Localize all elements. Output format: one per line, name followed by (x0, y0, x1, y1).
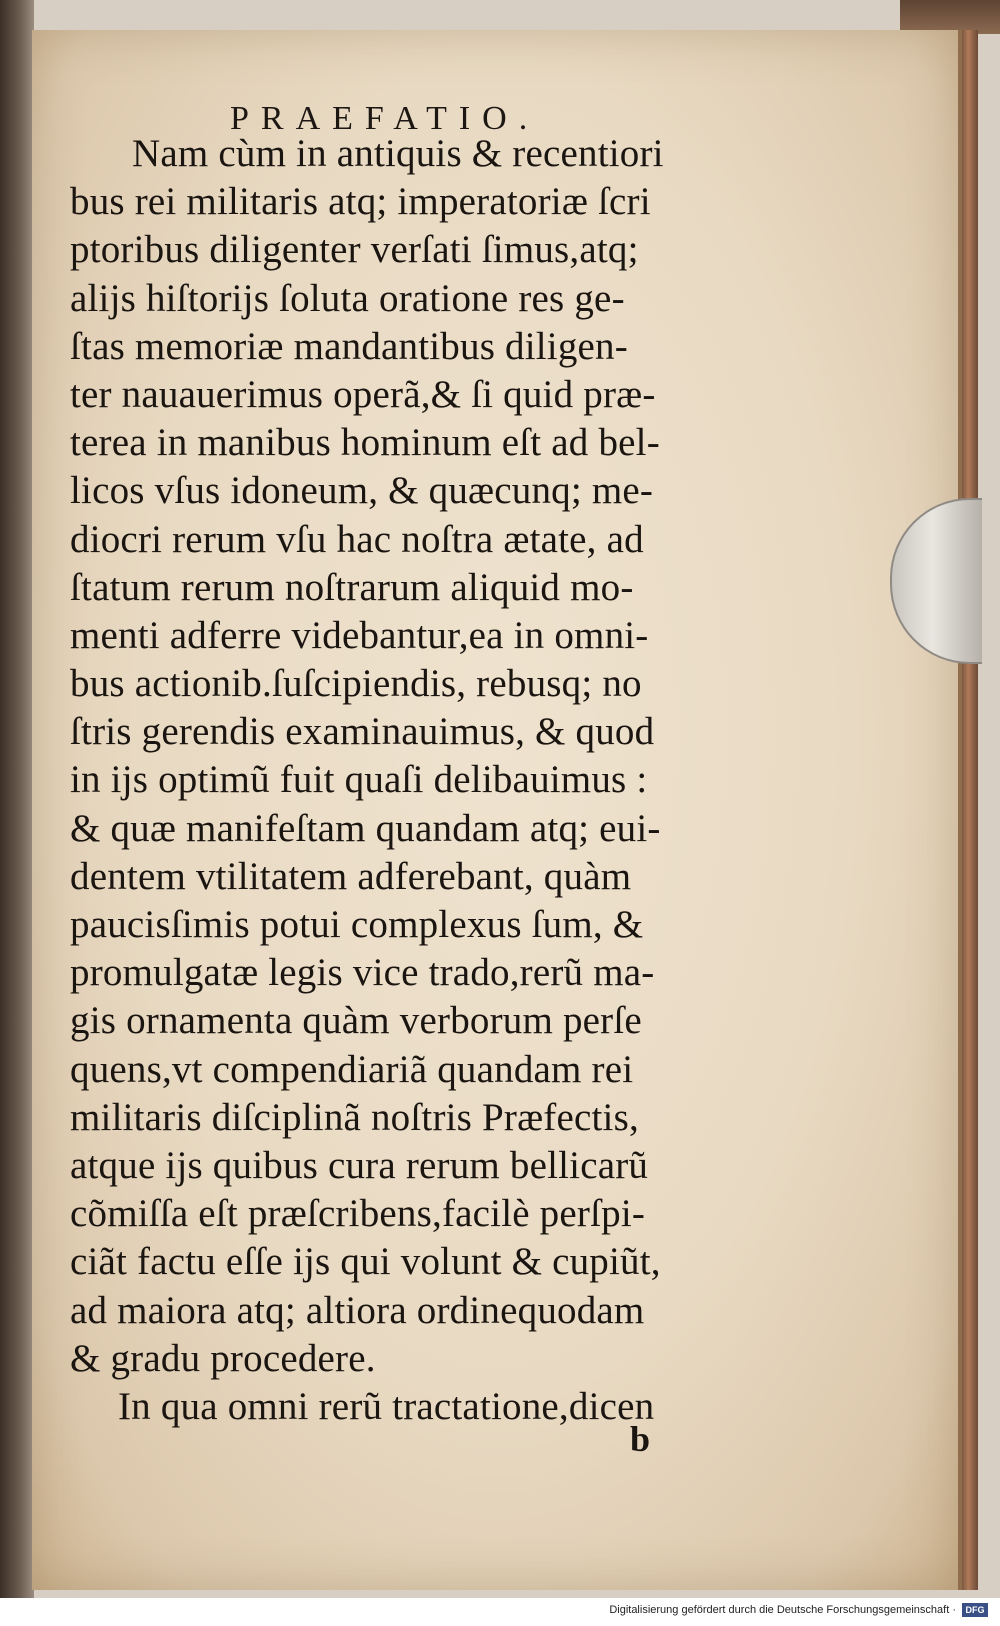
text-line: militaris diſciplinã noſtris Præfectis, (70, 1095, 639, 1139)
text-line: bus rei militaris atq; imperatoriæ ſcri (70, 180, 651, 224)
text-line: dentem vtilitatem adferebant, quàm (70, 854, 632, 898)
dfg-logo: DFG (962, 1603, 988, 1617)
text-line: ſtris gerendis examinauimus, & quod (70, 710, 655, 754)
text-line: bus actionib.ſuſcipiendis, rebusq; no (70, 662, 642, 706)
text-line: menti adferre videbantur,ea in omni- (70, 613, 649, 657)
text-line: & quæ manifeſtam quandam atq; eui- (70, 806, 661, 850)
text-line: ciãt factu eſſe ijs qui volunt & cupiũt, (70, 1240, 661, 1284)
signature-mark: b (630, 1419, 651, 1459)
text-line: gis ornamenta quàm verborum perſe (70, 999, 642, 1043)
text-line: & gradu procedere. (70, 1336, 376, 1380)
text-line: in ijs optimũ fuit quaſi delibauimus : (70, 758, 648, 802)
text-line: ſtatum rerum noſtrarum aliquid mo- (70, 565, 634, 609)
text-line: atque ijs quibus cura rerum bellicarũ (70, 1143, 649, 1187)
text-line: ad maiora atq; altiora ordinequodam (70, 1288, 645, 1332)
book-cover-edge (900, 0, 1000, 34)
text-line: paucisſimis potui complexus ſum, & (70, 903, 644, 946)
book-binding (0, 0, 34, 1598)
text-line: promulgatæ legis vice trado,rerũ ma- (70, 951, 655, 995)
text-line: cõmiſſa eſt præſcribens,facilè perſpi- (70, 1192, 646, 1236)
text-line: ſtas memoriæ mandantibus diligen- (70, 324, 628, 368)
page-edge (962, 30, 978, 1590)
text-line: terea in manibus hominum eſt ad bel- (70, 421, 660, 465)
text-line: ter nauauerimus operã,& ſi quid præ- (70, 372, 656, 416)
digitization-credit: Digitalisierung gefördert durch die Deutsche Forschungsgemeinschaft · (609, 1604, 956, 1616)
text-line: In qua omni rerũ tractatione,dicen (118, 1384, 655, 1428)
page-header: PRAEFATIO. (230, 100, 540, 137)
text-line: diocri rerum vſu hac noſtra ætate, ad (70, 517, 644, 561)
text-line: Nam cùm in antiquis & recentiori (132, 132, 664, 175)
text-line: ptoribus diligenter verſati ſimus,atq; (70, 228, 639, 272)
body-text (70, 130, 730, 1431)
text-line: alijs hiſtorijs ſoluta oratione res ge- (70, 276, 625, 320)
text-line: quens,vt compendiariã quandam rei (70, 1047, 634, 1091)
text-line: licos vſus idoneum, & quæcunq; me- (70, 469, 654, 513)
